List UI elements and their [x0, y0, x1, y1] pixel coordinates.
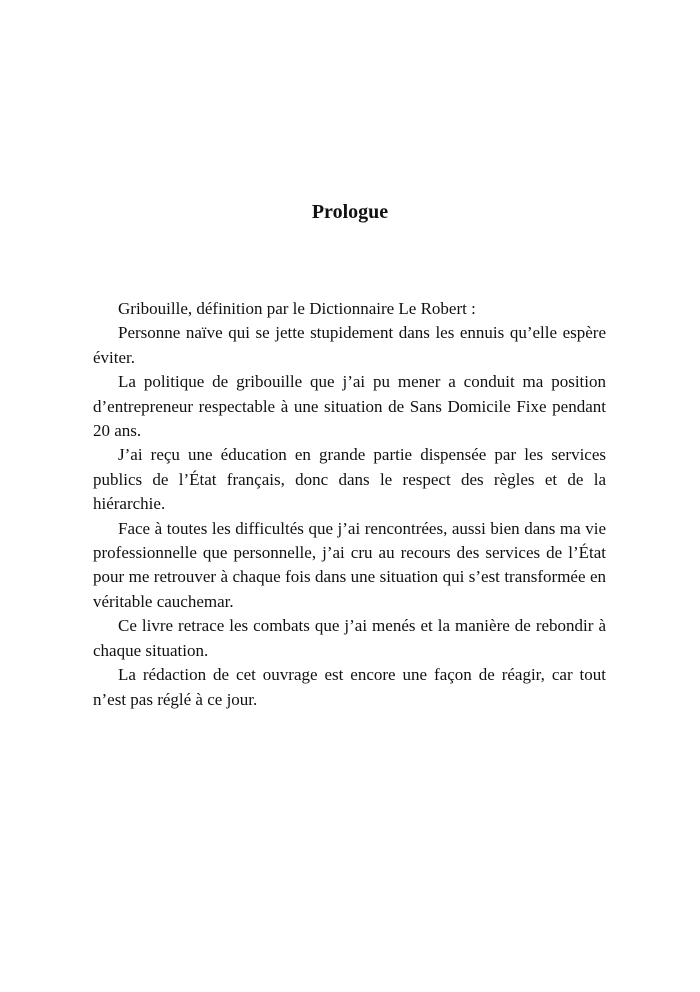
- paragraph: J’ai reçu une éducation en grande partie dispensée par les services publics de l’État français, donc dans le respect des règles et de la hiérarchie.: [93, 445, 606, 514]
- paragraph: Ce livre retrace les combats que j’ai menés et la manière de rebondir à chaque situation.: [93, 616, 606, 660]
- paragraph: La politique de gribouille que j’ai pu mener a conduit ma position d’entrepreneur respectable à une situation de Sans Domicile Fixe pendant 20 ans.: [93, 372, 606, 441]
- paragraph: Personne naïve qui se jette stupidement dans les ennuis qu’elle espère éviter.: [93, 323, 606, 367]
- body-text: [93, 297, 606, 712]
- paragraph: Gribouille, définition par le Dictionnaire Le Robert :: [118, 299, 476, 318]
- page-title: Prologue: [311, 201, 389, 223]
- paragraph: La rédaction de cet ouvrage est encore une façon de réagir, car tout n’est pas réglé à ce jour.: [93, 665, 606, 709]
- paragraph: Face à toutes les difficultés que j’ai rencontrées, aussi bien dans ma vie professionnelle que personnelle, j’ai cru au recours des services de l’État pour me retrouver à chaque fois dans une situation qui s’est transformée en véritable cauchemar.: [93, 518, 606, 611]
